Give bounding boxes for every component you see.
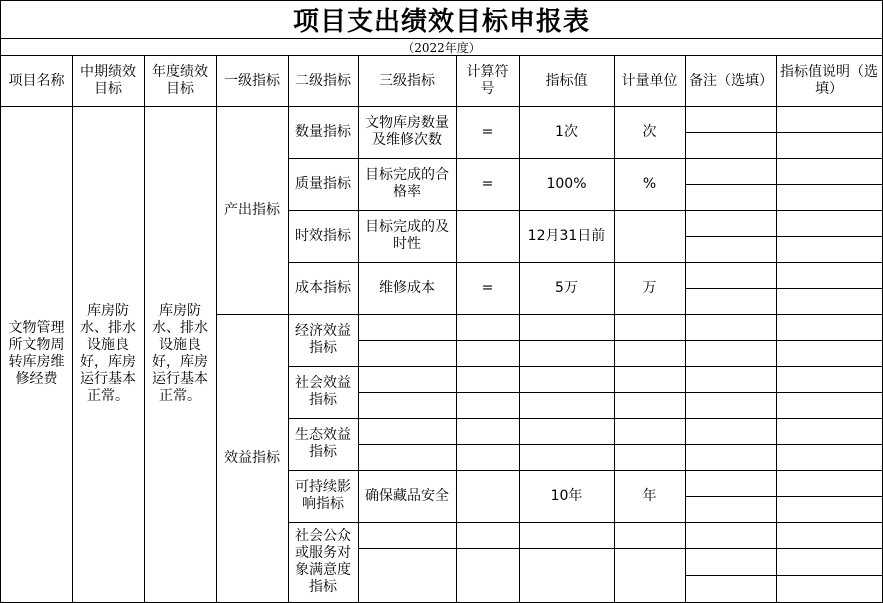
grid-line-h: [216, 314, 883, 315]
cost-l3: 维修成本: [379, 279, 435, 296]
quality-unit: %: [642, 175, 657, 192]
annual-goal-cell: 库房防水、排水设施良好，库房运行基本正常。: [152, 303, 208, 404]
frame-left: [0, 0, 1, 603]
grid-line-h: [685, 548, 883, 549]
grid-line-h: [685, 496, 883, 497]
grid-line-v: [288, 56, 289, 603]
grid-line-v: [358, 56, 359, 603]
grid-line-v: [614, 56, 615, 603]
year-label: （2022年度）: [402, 40, 481, 55]
header-level3: 三级指标: [379, 72, 435, 89]
cost-unit: 万: [642, 279, 657, 296]
project-name-cell: 文物管理所文物周转库房维修经费: [8, 320, 65, 387]
grid-line-v: [776, 56, 777, 603]
timeliness-l3: 目标完成的及时性: [365, 219, 449, 252]
timeliness-value: 12月31日前: [527, 227, 606, 244]
quantity-indicator: 数量指标: [295, 123, 351, 140]
header-value-description: 指标值说明（选填）: [780, 64, 878, 97]
social-benefit-indicator: 社会效益指标: [295, 375, 351, 408]
satisfaction-indicator: 社会公众或服务对象满意度指标: [295, 528, 351, 595]
grid-line-h: [288, 418, 883, 419]
grid-line-h: [685, 236, 883, 237]
sustainable-impact-value: 10年: [550, 487, 583, 504]
grid-line-v: [685, 56, 686, 603]
grid-line-h: [358, 340, 686, 341]
satisfaction-unit: [614, 522, 685, 602]
cost-indicator: 成本指标: [295, 279, 351, 296]
grid-line-h: [685, 575, 883, 576]
quantity-operator: =: [481, 123, 494, 140]
grid-line-v: [72, 56, 73, 603]
sustainable-impact-unit: 年: [642, 487, 657, 504]
timeliness-operator: [456, 210, 519, 262]
grid-line-h: [358, 392, 686, 393]
grid-line-h: [685, 132, 883, 133]
sustainable-impact-indicator: 可持续影响指标: [295, 479, 351, 512]
grid-line-v: [456, 56, 457, 603]
grid-line-h: [685, 444, 883, 445]
grid-line-v: [216, 56, 217, 603]
frame-top: [0, 0, 883, 1]
cost-value: 5万: [555, 279, 578, 296]
quantity-l3: 文物库房数量及维修次数: [365, 115, 449, 148]
economic-benefit-indicator: 经济效益指标: [295, 323, 351, 356]
header-operator: 计算符号: [466, 64, 509, 97]
satisfaction-operator: [456, 522, 519, 602]
header-level2: 二级指标: [295, 72, 351, 89]
grid-line-h: [685, 288, 883, 289]
header-unit: 计量单位: [621, 72, 678, 89]
grid-line-h: [288, 210, 883, 211]
grid-line-v: [144, 56, 145, 603]
grid-line-h: [685, 392, 883, 393]
header-mid-goal: 中期绩效目标: [80, 64, 136, 97]
header-remarks: 备注（选填）: [689, 72, 773, 89]
header-project-name: 项目名称: [8, 72, 65, 89]
grid-line-h: [358, 548, 686, 549]
grid-line-h: [288, 366, 883, 367]
sustainable-impact-l3: 确保藏品安全: [365, 487, 449, 504]
grid-line-h: [288, 522, 883, 523]
grid-line-v: [519, 56, 520, 603]
satisfaction-value: [519, 522, 614, 602]
quantity-value: 1次: [555, 123, 578, 140]
header-level1: 一级指标: [224, 72, 280, 89]
satisfaction-l3: [358, 522, 456, 602]
grid-line-h: [0, 106, 883, 107]
grid-line-h: [288, 470, 883, 471]
header-value: 指标值: [545, 72, 588, 89]
benefit-indicator-label: 效益指标: [224, 449, 280, 466]
grid-line-h: [288, 262, 883, 263]
mid-goal-cell: 库房防水、排水设施良好，库房运行基本正常。: [80, 303, 136, 404]
timeliness-unit: [614, 210, 685, 262]
header-annual-goal: 年度绩效目标: [152, 64, 208, 97]
grid-line-h: [685, 184, 883, 185]
quality-value: 100%: [546, 175, 587, 192]
grid-line-h: [685, 340, 883, 341]
sheet-title: 项目支出绩效目标申报表: [292, 6, 590, 37]
cost-operator: =: [481, 279, 494, 296]
grid-line-h: [288, 158, 883, 159]
grid-line-h: [0, 55, 883, 56]
sustainable-impact-operator: [456, 470, 519, 522]
output-indicator-label: 产出指标: [224, 201, 280, 218]
ecological-benefit-indicator: 生态效益指标: [295, 427, 351, 460]
quality-operator: =: [481, 175, 494, 192]
quality-indicator: 质量指标: [295, 175, 351, 192]
quantity-unit: 次: [642, 123, 657, 140]
quality-l3: 目标完成的合格率: [365, 167, 449, 200]
grid-line-h: [0, 38, 883, 39]
grid-line-h: [358, 444, 686, 445]
timeliness-indicator: 时效指标: [295, 227, 351, 244]
